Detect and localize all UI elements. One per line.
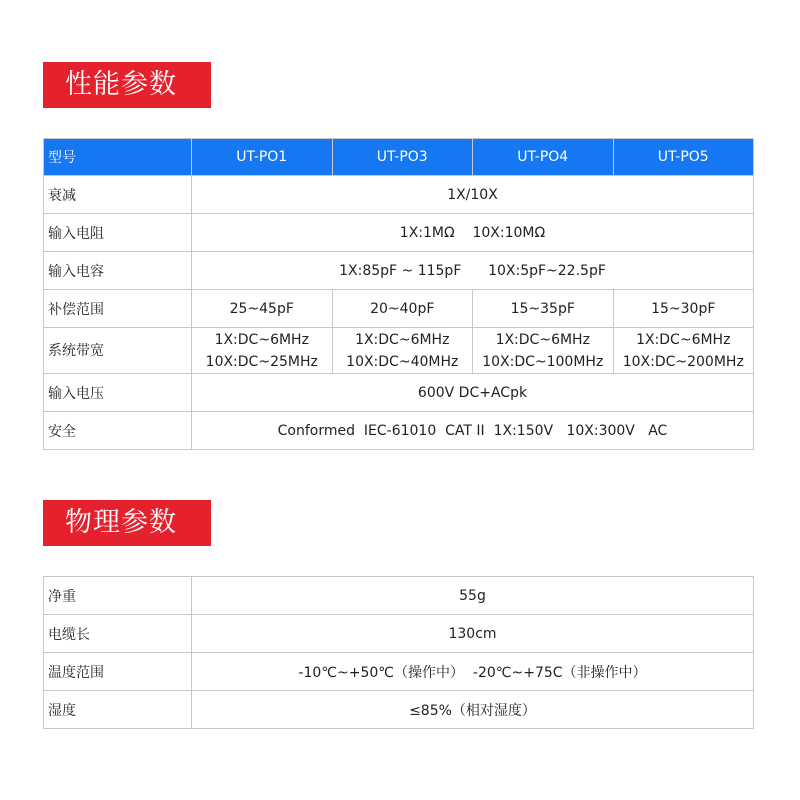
model-header-ut-po4: UT-PO4	[473, 139, 614, 176]
physical-table	[43, 576, 754, 729]
bandwidth-10x: 10X:DC~100MHz	[482, 353, 604, 370]
bandwidth-1x: 1X:DC~6MHz	[355, 331, 450, 348]
table-row	[44, 290, 754, 328]
performance-table	[43, 138, 754, 450]
attenuation-label: 衰减	[44, 176, 192, 214]
compensation-value-ut-po1: 25~45pF	[192, 290, 333, 328]
input-resistance-label: 输入电阻	[44, 214, 192, 252]
table-row	[44, 214, 754, 252]
bandwidth-10x: 10X:DC~40MHz	[346, 353, 459, 370]
net-weight-value: 55g	[192, 577, 754, 615]
bandwidth-label: 系统带宽	[44, 328, 192, 374]
net-weight-label: 净重	[44, 577, 192, 615]
table-header-row	[44, 139, 754, 176]
bandwidth-1x: 1X:DC~6MHz	[214, 331, 309, 348]
table-row	[44, 252, 754, 290]
table-row	[44, 577, 754, 615]
temperature-label: 温度范围	[44, 653, 192, 691]
bandwidth-value-ut-po4	[473, 328, 614, 374]
compensation-value-ut-po5: 15~30pF	[613, 290, 754, 328]
temperature-value: -10℃~+50℃（操作中） -20℃~+75C（非操作中）	[192, 653, 754, 691]
table-row	[44, 615, 754, 653]
performance-section-title: 性能参数	[43, 62, 211, 108]
model-header-label: 型号	[44, 139, 192, 176]
bandwidth-1x: 1X:DC~6MHz	[495, 331, 590, 348]
table-row	[44, 412, 754, 450]
bandwidth-value-ut-po5	[613, 328, 754, 374]
model-header-ut-po5: UT-PO5	[613, 139, 754, 176]
humidity-label: 湿度	[44, 691, 192, 729]
bandwidth-value-ut-po1	[192, 328, 333, 374]
compensation-value-ut-po4: 15~35pF	[473, 290, 614, 328]
model-header-ut-po1: UT-PO1	[192, 139, 333, 176]
cable-length-label: 电缆长	[44, 615, 192, 653]
input-capacitance-label: 输入电容	[44, 252, 192, 290]
safety-value: Conformed IEC-61010 CAT II 1X:150V 10X:300V AC	[192, 412, 754, 450]
bandwidth-1x: 1X:DC~6MHz	[636, 331, 731, 348]
table-row	[44, 328, 754, 374]
table-row	[44, 176, 754, 214]
table-row	[44, 653, 754, 691]
bandwidth-10x: 10X:DC~25MHz	[205, 353, 318, 370]
attenuation-value: 1X/10X	[192, 176, 754, 214]
bandwidth-value-ut-po3	[332, 328, 473, 374]
bandwidth-10x: 10X:DC~200MHz	[622, 353, 744, 370]
cable-length-value: 130cm	[192, 615, 754, 653]
compensation-value-ut-po3: 20~40pF	[332, 290, 473, 328]
table-row	[44, 691, 754, 729]
input-capacitance-value: 1X:85pF ~ 115pF 10X:5pF~22.5pF	[192, 252, 754, 290]
compensation-label: 补偿范围	[44, 290, 192, 328]
physical-section-title: 物理参数	[43, 500, 211, 546]
input-voltage-label: 输入电压	[44, 374, 192, 412]
input-voltage-value: 600V DC+ACpk	[192, 374, 754, 412]
table-row	[44, 374, 754, 412]
safety-label: 安全	[44, 412, 192, 450]
humidity-value: ≤85%（相对湿度）	[192, 691, 754, 729]
input-resistance-value: 1X:1MΩ 10X:10MΩ	[192, 214, 754, 252]
model-header-ut-po3: UT-PO3	[332, 139, 473, 176]
